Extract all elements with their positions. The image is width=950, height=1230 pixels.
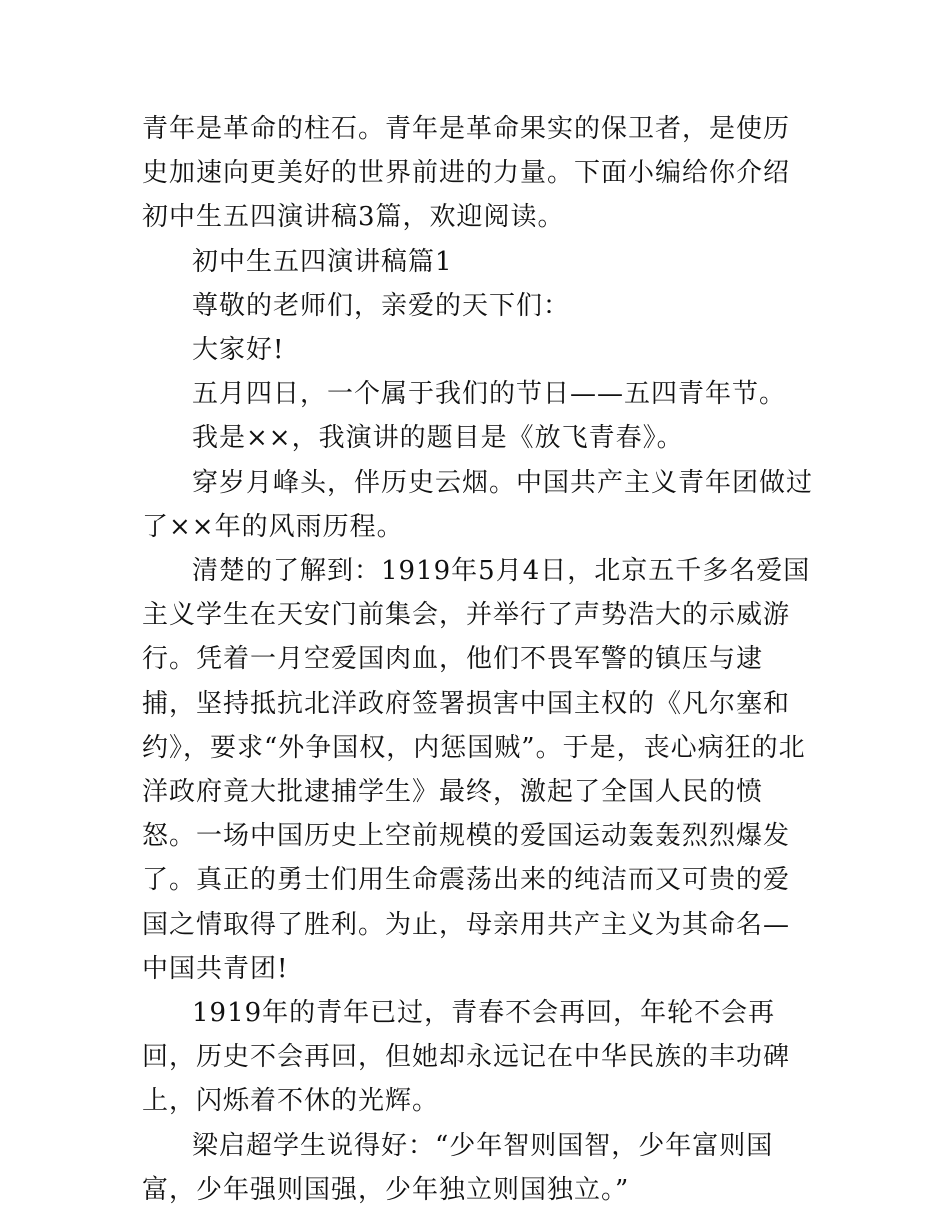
paragraph-may-fourth: 清楚的了解到：1919年5月4日，北京五千多名爱国主义学生在天安门前集会，并举行了声势浩大的示威游行。凭着一月空爱国肉血，他们不畏军警的镇压与逮捕，坚持抵抗北洋政府签署损害中国主权的《凡尔塞和约》，要求“外争国权，内惩国贼”。于是，丧心病狂的北洋政府竟大批逮捕学生》最终，激起了全国人民的愤怒。一场中国历史上空前规模的爱国运动轰轰烈烈爆发了。真正的勇士们用生命震荡出来的纯洁而又可贵的爱国之情取得了胜利。为止，母亲用共产主义为其命名—中国共青团! (142, 556, 811, 984)
intro-paragraph: 青年是革命的柱石。青年是革命果实的保卫者，是使历史加速向更美好的世界前进的力量。下面小编给你介绍初中生五四演讲稿3篇，欢迎阅读。 (142, 114, 791, 233)
paragraph-quote: 梁启超学生说得好：“少年智则国智，少年富则国富，少年强则国强，少年独立则国独立。” (142, 1130, 774, 1205)
section-heading: 初中生五四演讲稿篇1 (192, 246, 453, 277)
salutation: 尊敬的老师们，亲爱的天下们： (192, 290, 571, 321)
greeting: 大家好! (192, 335, 285, 366)
paragraph-history-intro: 穿岁月峰头，伴历史云烟。中国共产主义青年团做过了××年的风雨历程。 (142, 467, 814, 542)
paragraph-festival: 五月四日，一个属于我们的节日——五四青年节。 (192, 379, 787, 410)
paragraph-youth-passed: 1919年的青年已过，青春不会再回，年轮不会再回，历史不会再回，但她却永远记在中华民族的丰功碑上，闪烁着不休的光辉。 (142, 998, 791, 1117)
document-body (142, 107, 814, 1212)
paragraph-speech-title: 我是××，我演讲的题目是《放飞青春》。 (192, 423, 684, 454)
